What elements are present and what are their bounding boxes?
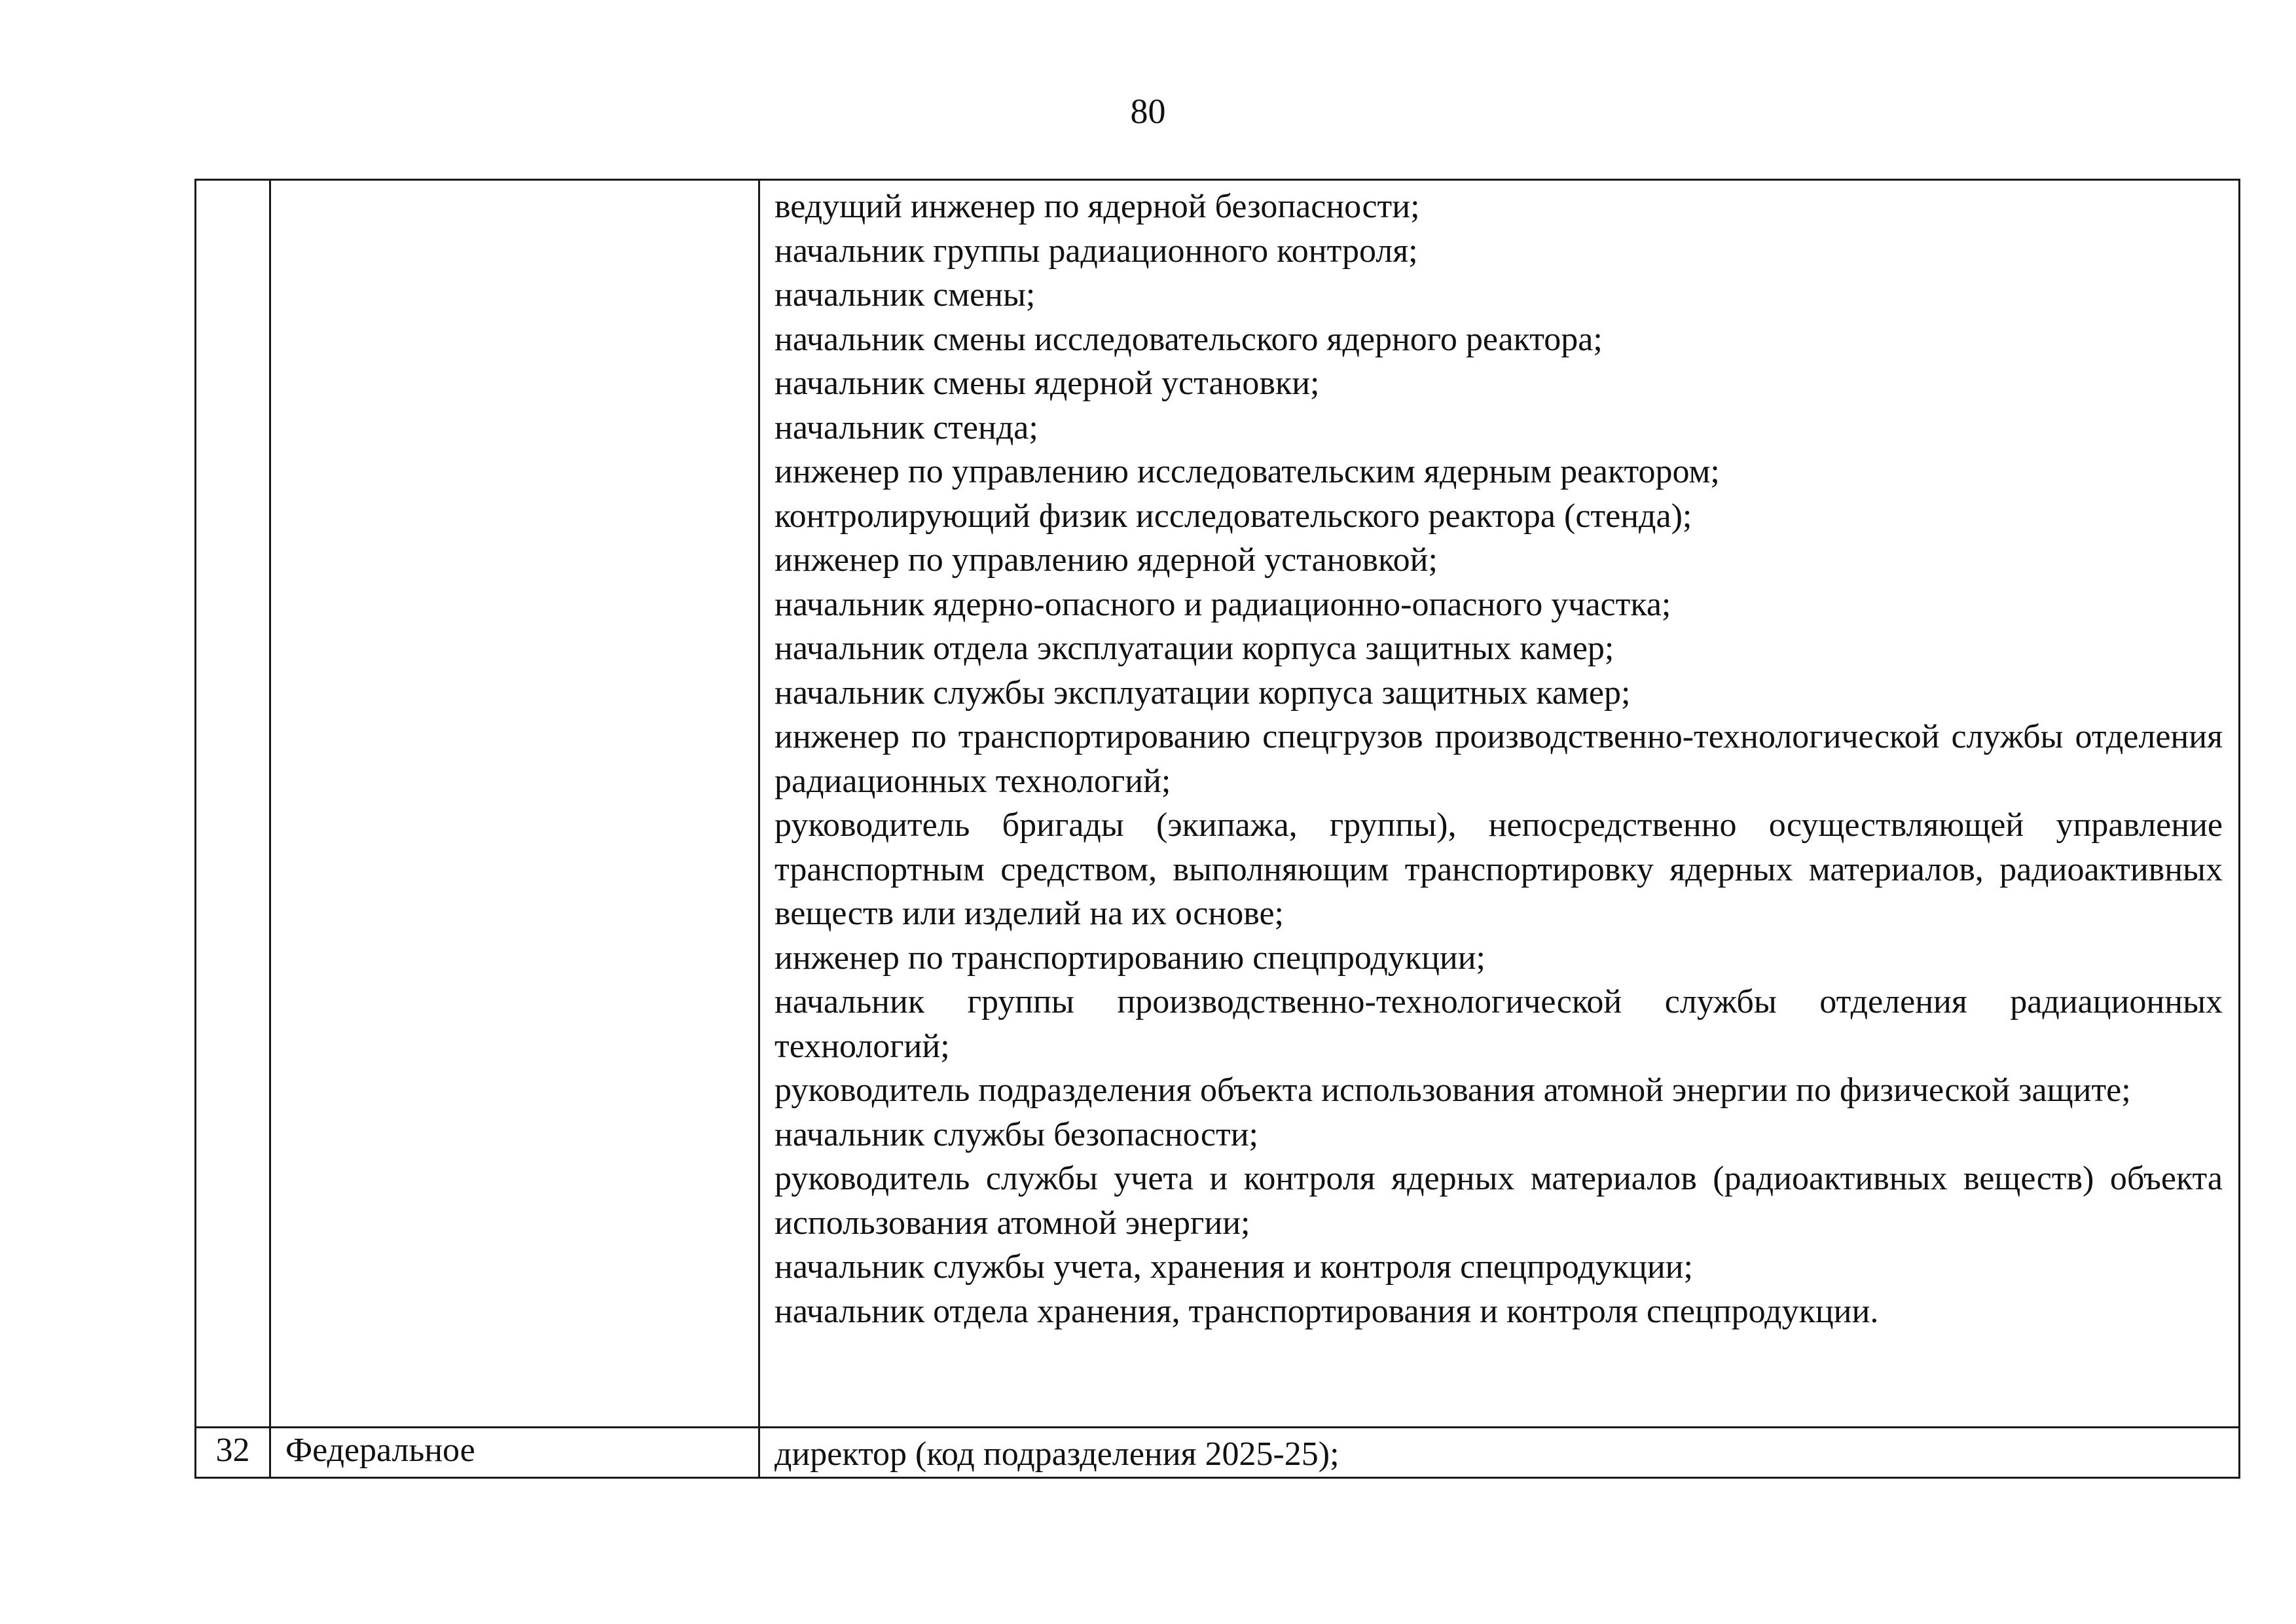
row-number-cell: 32: [196, 1428, 270, 1478]
position-item: начальник отдела хранения, транспортирования и контроля спецпродукции.: [774, 1292, 1879, 1330]
positions-list: [760, 1428, 2238, 1477]
organization-cell: Федеральное: [270, 1428, 759, 1478]
positions-list: [760, 181, 2238, 1333]
position-item: ведущий инженер по ядерной безопасности;: [774, 188, 1420, 225]
position-item: директор (код подразделения 2025-25);: [774, 1435, 1339, 1473]
organization-cell: [270, 180, 759, 1428]
table-row: [196, 180, 2240, 1428]
position-item: начальник отдела эксплуатации корпуса защитных камер;: [774, 630, 1614, 667]
position-item: начальник службы эксплуатации корпуса защитных камер;: [774, 674, 1631, 712]
position-item: контролирующий физик исследовательского реактора (стенда);: [774, 497, 1692, 535]
page-number: 80: [1130, 92, 1166, 131]
position-item: начальник смены;: [774, 276, 1036, 314]
position-item: инженер по транспортированию спецгрузов производственно-технологической службы отделения радиационных технологий;: [774, 718, 2223, 800]
row-number-cell: [196, 180, 270, 1428]
position-item: начальник группы радиационного контроля;: [774, 232, 1418, 270]
position-item: начальник смены ядерной установки;: [774, 365, 1320, 402]
positions-cell: [759, 180, 2240, 1428]
positions-cell: [759, 1428, 2240, 1478]
position-item: начальник ядерно-опасного и радиационно-опасного участка;: [774, 585, 1671, 623]
position-item: инженер по транспортированию спецпродукции;: [774, 939, 1486, 977]
table-row: [196, 1428, 2240, 1478]
position-item: начальник службы учета, хранения и контроля спецпродукции;: [774, 1248, 1693, 1286]
position-item: начальник смены исследовательского ядерного реактора;: [774, 320, 1603, 358]
position-item: начальник стенда;: [774, 408, 1038, 446]
position-item: инженер по управлению исследовательским ядерным реактором;: [774, 453, 1720, 490]
position-item: начальник группы производственно-технологической службы отделения радиационных технологий;: [774, 983, 2223, 1065]
position-item: инженер по управлению ядерной установкой;: [774, 541, 1438, 579]
position-item: руководитель бригады (экипажа, группы), непосредственно осуществляющей управление транспортным средством, выполняющим транспортировку ядерных материалов, радиоактивных веществ или изделий на их основе;: [774, 806, 2223, 932]
positions-table: [194, 179, 2240, 1479]
position-item: руководитель подразделения объекта использования атомной энергии по физической защите;: [774, 1072, 2131, 1109]
position-item: руководитель службы учета и контроля ядерных материалов (радиоактивных веществ) объекта использования атомной энергии;: [774, 1160, 2223, 1242]
position-item: начальник службы безопасности;: [774, 1115, 1258, 1153]
